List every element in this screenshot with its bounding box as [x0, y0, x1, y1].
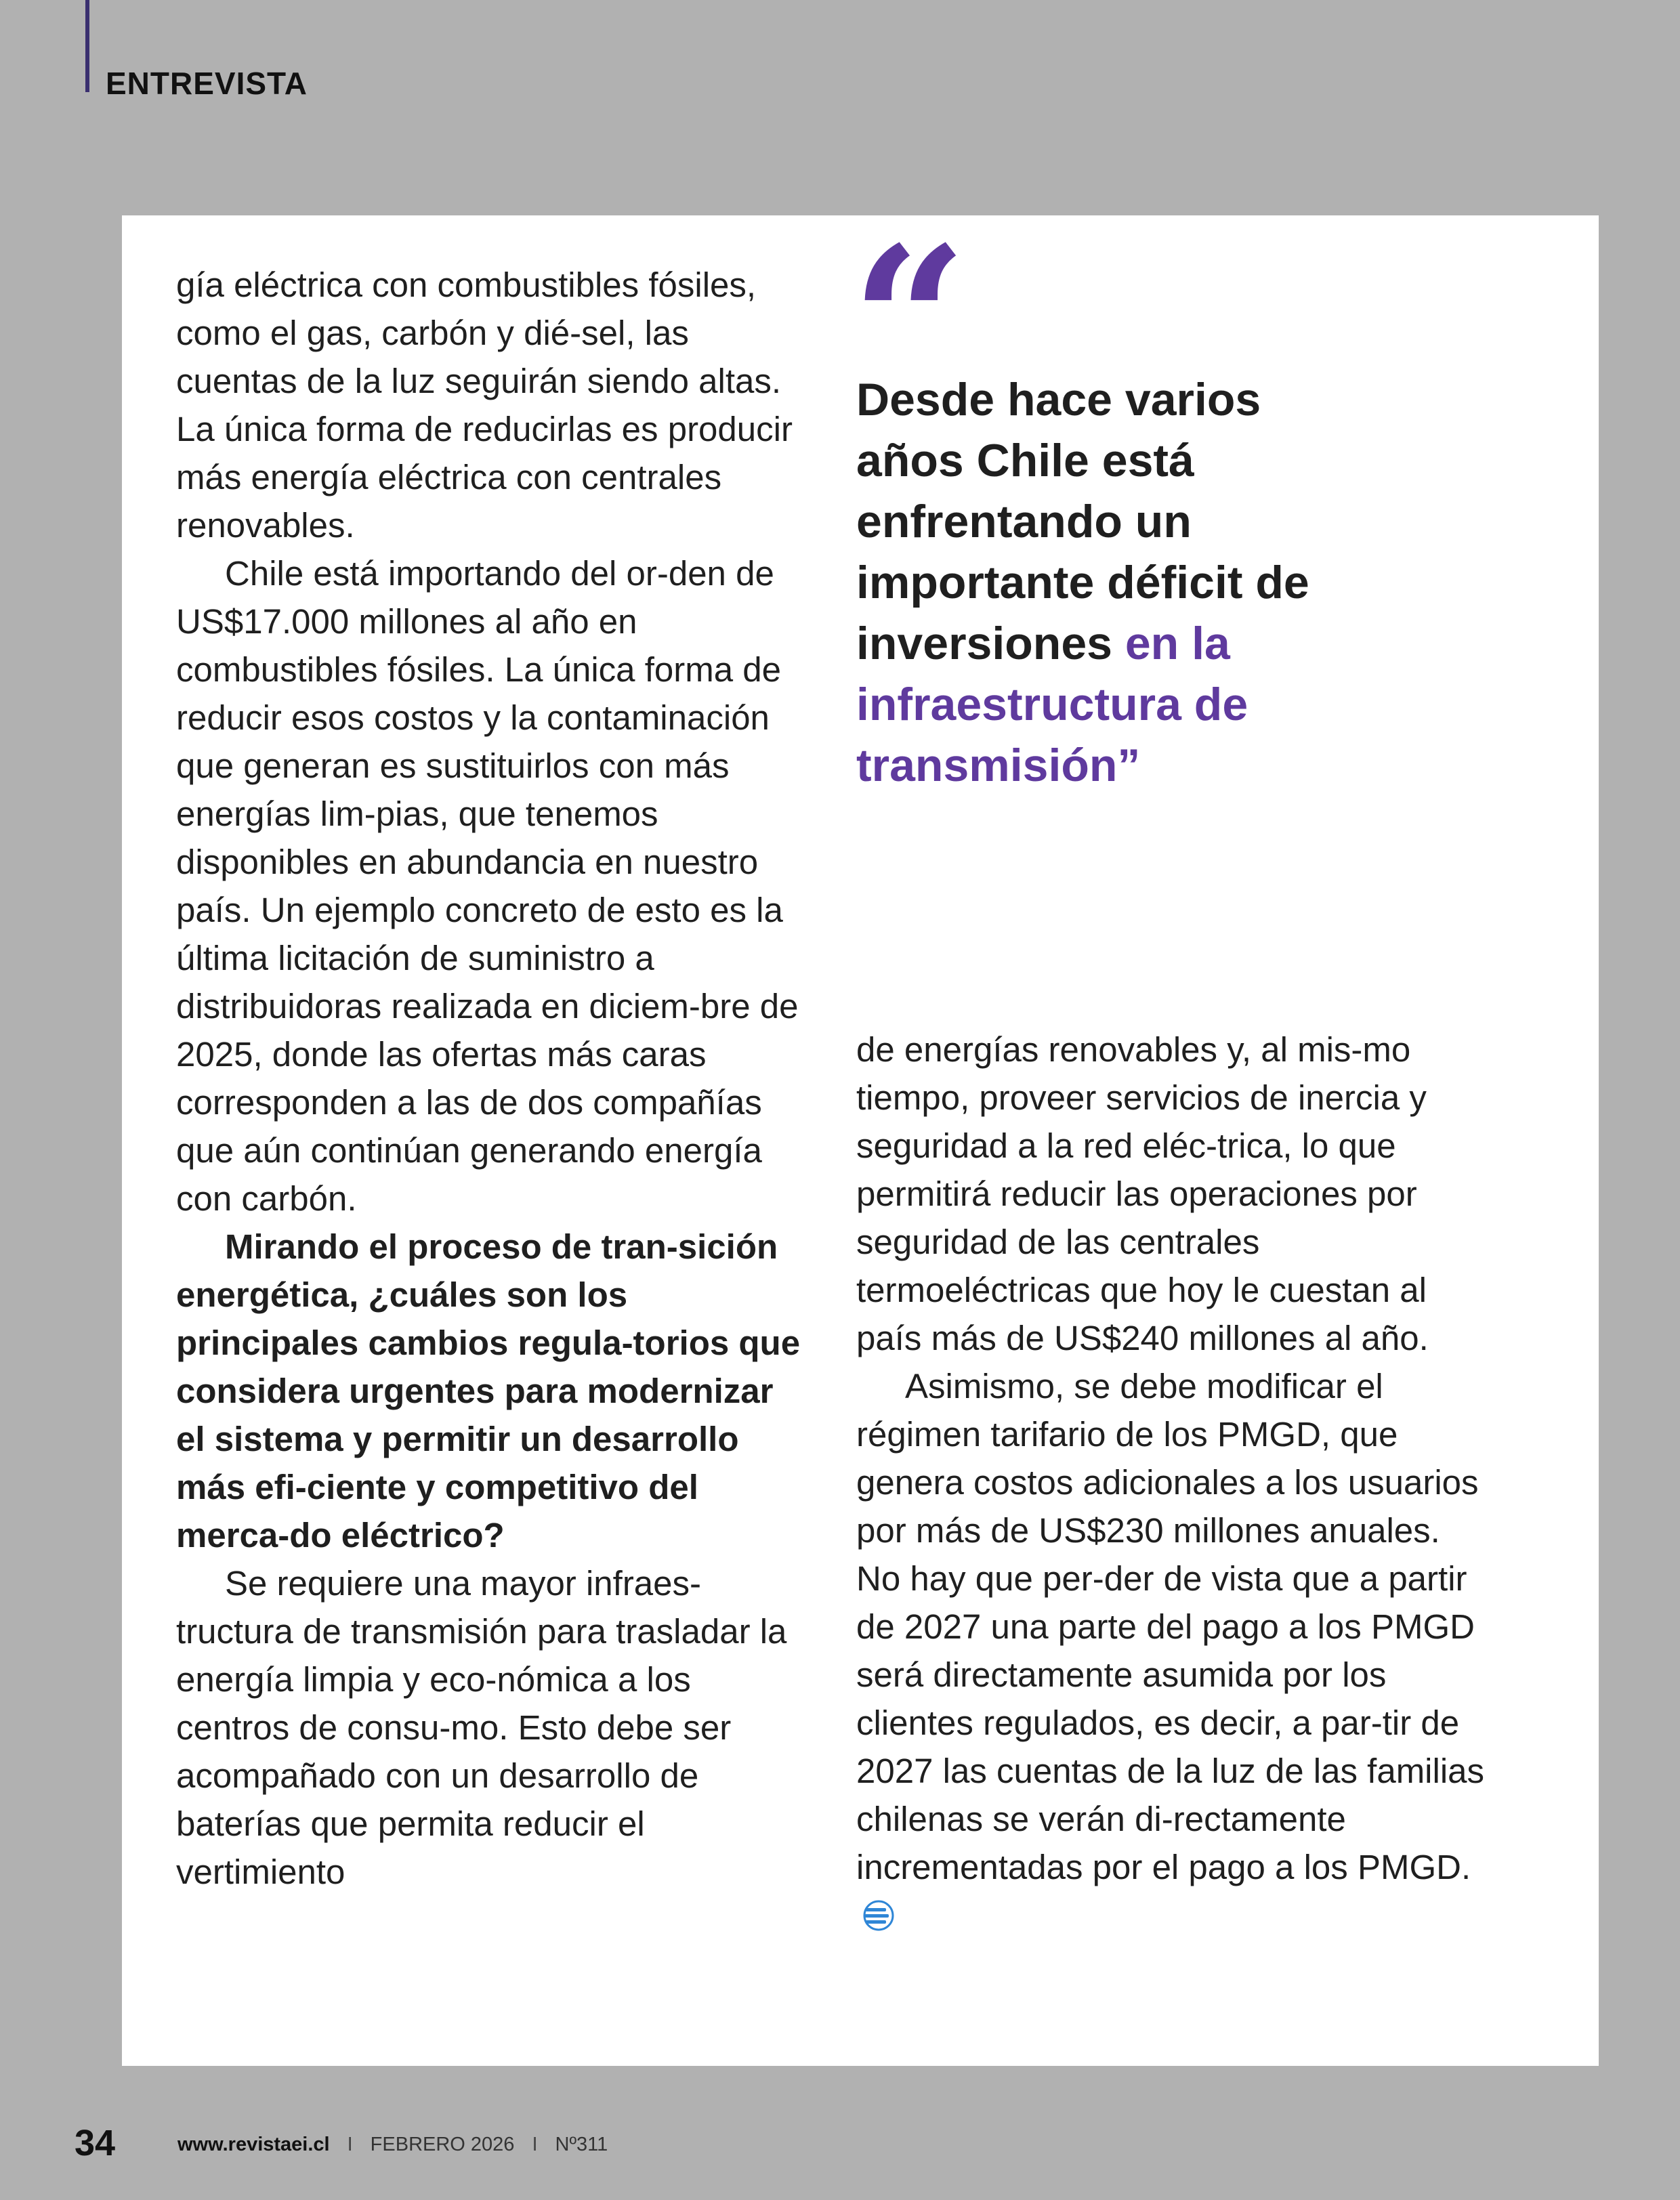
section-label: ENTREVISTA	[106, 66, 308, 101]
footer-separator: I	[347, 2134, 353, 2155]
interview-answer: Se requiere una mayor infraes-tructura de transmisión para trasladar la energía limpia y eco-nómica a los centros de consu-mo. Esto debe ser acompañado con un desarrollo de baterías que permita reducir el vertimiento	[176, 1564, 787, 1891]
section-marker-bar	[85, 0, 89, 92]
page-number: 34	[75, 2123, 116, 2163]
pull-quote-main: Desde hace varios años Chile está enfrentando un importante déficit de inversiones	[856, 374, 1309, 669]
footer-separator: I	[532, 2134, 538, 2155]
quote-mark-icon: “	[851, 202, 968, 441]
pull-quote-text	[856, 369, 1371, 796]
left-column	[176, 261, 806, 1896]
body-paragraph: de energías renovables y, al mis-mo tiempo, proveer servicios de inercia y seguridad a la red eléc-trica, lo que permitirá reducir las operaciones por seguridad de las centrales termoeléctricas que hoy le cuestan al país más de US$240 millones al año.	[856, 1030, 1429, 1357]
footer-issue-date: FEBRERO 2026	[370, 2134, 515, 2155]
body-paragraph: gía eléctrica con combustibles fósiles, como el gas, carbón y dié-sel, las cuentas de la luz seguirán siendo altas. La única forma de reducirlas es producir más energía eléctrica con centrales renovables.	[176, 266, 793, 545]
magazine-end-mark-icon	[863, 1900, 894, 1931]
pull-quote	[851, 202, 1371, 796]
interview-question: Mirando el proceso de tran-sición energética, ¿cuáles son los principales cambios regula-torios que considera urgentes para modernizar el sistema y permitir un desarrollo más efi-ciente y competitivo del merca-do eléctrico?	[176, 1227, 801, 1554]
footer-website[interactable]: www.revistaei.cl	[177, 2134, 330, 2155]
right-column	[856, 1025, 1493, 1939]
body-paragraph-text: Asimismo, se debe modificar el régimen tarifario de los PMGD, que genera costos adicionales a los usuarios por más de US$230 millones anuales. No hay que per-der de vista que a partir de 2027 una parte del pago a los PMGD será directamente asumida por los clientes regulados, es decir, a par-tir de 2027 las cuentas de la luz de las familias chilenas se verán di-rectamente incrementadas por el pago a los PMGD.	[856, 1367, 1485, 1886]
footer-issue-number: Nº311	[555, 2134, 608, 2155]
pull-quote-highlight: en la infraestructura de transmisión”	[856, 618, 1248, 791]
footer-meta	[177, 2134, 608, 2156]
body-paragraph: Chile está importando del or-den de US$17.000 millones al año en combustibles fósiles. La única forma de reducir esos costos y la contaminación que generan es sustituirlos con más energías lim-pias, que tenemos disponibles en abundancia en nuestro país. Un ejemplo concreto de esto es la última licitación de suministro a distribuidoras realizada en diciem-bre de 2025, donde las ofertas más caras corresponden a las de dos compañías que aún continúan generando energía con carbón.	[176, 554, 799, 1218]
body-paragraph	[856, 1362, 1493, 1939]
